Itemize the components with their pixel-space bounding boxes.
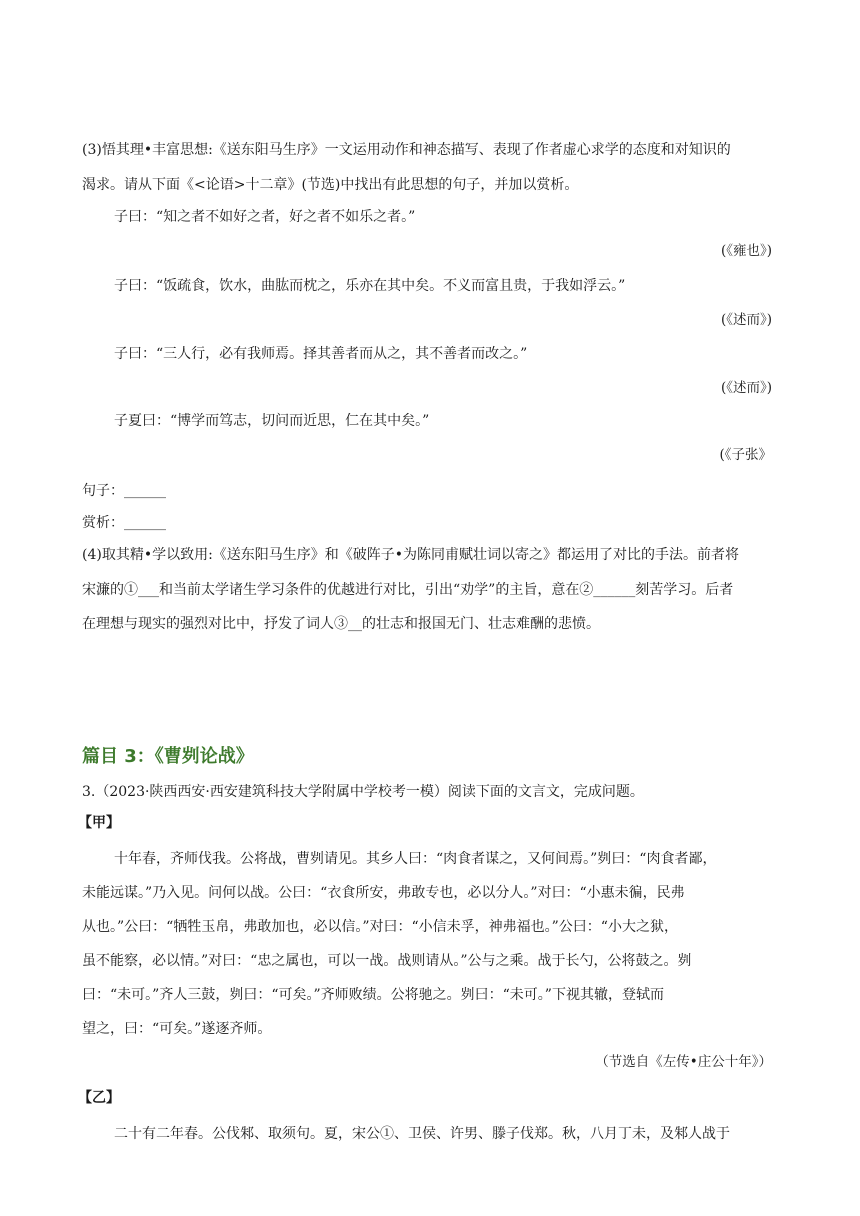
jia-line-4: 虽不能察，必以情。”对曰：“忠之属也，可以一战。战则请从。”公与之乘。战于长勺，公将鼓之。刿 [82, 953, 692, 969]
jia-line-1: 十年春，齐师伐我。公将战，曹刿请见。其乡人曰：“肉食者谋之，又何间焉。”刿曰：“肉食者鄙， [114, 851, 717, 867]
quote-2: 子曰：“饭疏食，饮水，曲肱而枕之，乐亦在其中矣。不义而富且贵，于我如浮云。” [114, 278, 626, 294]
q4-line-2: 宋濂的①___和当前太学诸生学习条件的优越进行对比，引出“劝学”的主旨，意在②______刻苦学习。后者 [82, 582, 734, 598]
q3-line-2: 渴求。请从下面《<论语>十二章》(节选)中找出有此思想的句子，并加以赏析。 [82, 177, 579, 193]
q4-line-3: 在理想与现实的强烈对比中，抒发了词人③__的壮志和报国无门、壮志难酬的悲愤。 [82, 616, 600, 632]
question-3-intro: 3.（2023·陕西西安·西安建筑科技大学附属中学校考一模）阅读下面的文言文，完成问题。 [82, 784, 644, 800]
jia-line-6: 望之，曰：“可矣。”遂逐齐师。 [82, 1021, 272, 1037]
yi-label: 【乙】 [78, 1090, 120, 1106]
quote-4: 子夏曰：“博学而笃志，切问而近思，仁在其中矣。” [114, 413, 430, 429]
jia-line-5: 曰：“未可。”齐人三鼓，刿曰：“可矣。”齐师败绩。公将驰之。刿曰：“未可。”下视其辙，登轼而 [82, 987, 664, 1003]
appreciation-answer-line: 赏析：______ [82, 515, 166, 531]
quote-1-source: (《雍也》) [720, 243, 772, 259]
q4-line-1: (4)取其精•学以致用:《送东阳马生序》和《破阵子•为陈同甫赋壮词以寄之》都运用了对比的手法。前者将 [82, 547, 740, 563]
jia-line-3: 从也。”公曰：“牺牲玉帛，弗敢加也，必以信。”对曰：“小信未孚，神弗福也。”公曰：“小大之狱， [82, 919, 678, 935]
q3-line-1: (3)悟其理•丰富思想:《送东阳马生序》一文运用动作和神态描写、表现了作者虚心求学的态度和对知识的 [82, 142, 731, 158]
section-title: 篇目 3：《曹刿论战》 [82, 746, 254, 767]
yi-line-1: 二十有二年春。公伐邾、取须句。夏，宋公①、卫侯、许男、滕子伐郑。秋，八月丁未，及邾人战于 [114, 1126, 730, 1142]
quote-3: 子曰：“三人行，必有我师焉。择其善者而从之，其不善者而改之。” [114, 346, 528, 362]
sentence-answer-line: 句子：______ [82, 483, 166, 499]
quote-3-source: (《述而》) [720, 380, 772, 396]
quote-1: 子曰：“知之者不如好之者，好之者不如乐之者。” [114, 209, 416, 225]
jia-label: 【甲】 [78, 815, 120, 831]
quote-4-source: (《子张》 [719, 447, 772, 463]
quote-2-source: (《述而》) [720, 312, 772, 328]
jia-line-2: 未能远谋。”乃入见。问何以战。公曰：“衣食所安，弗敢专也，必以分人。”对曰：“小惠未徧，民弗 [82, 885, 685, 901]
jia-source: （节选自《左传•庄公十年》） [595, 1054, 772, 1070]
